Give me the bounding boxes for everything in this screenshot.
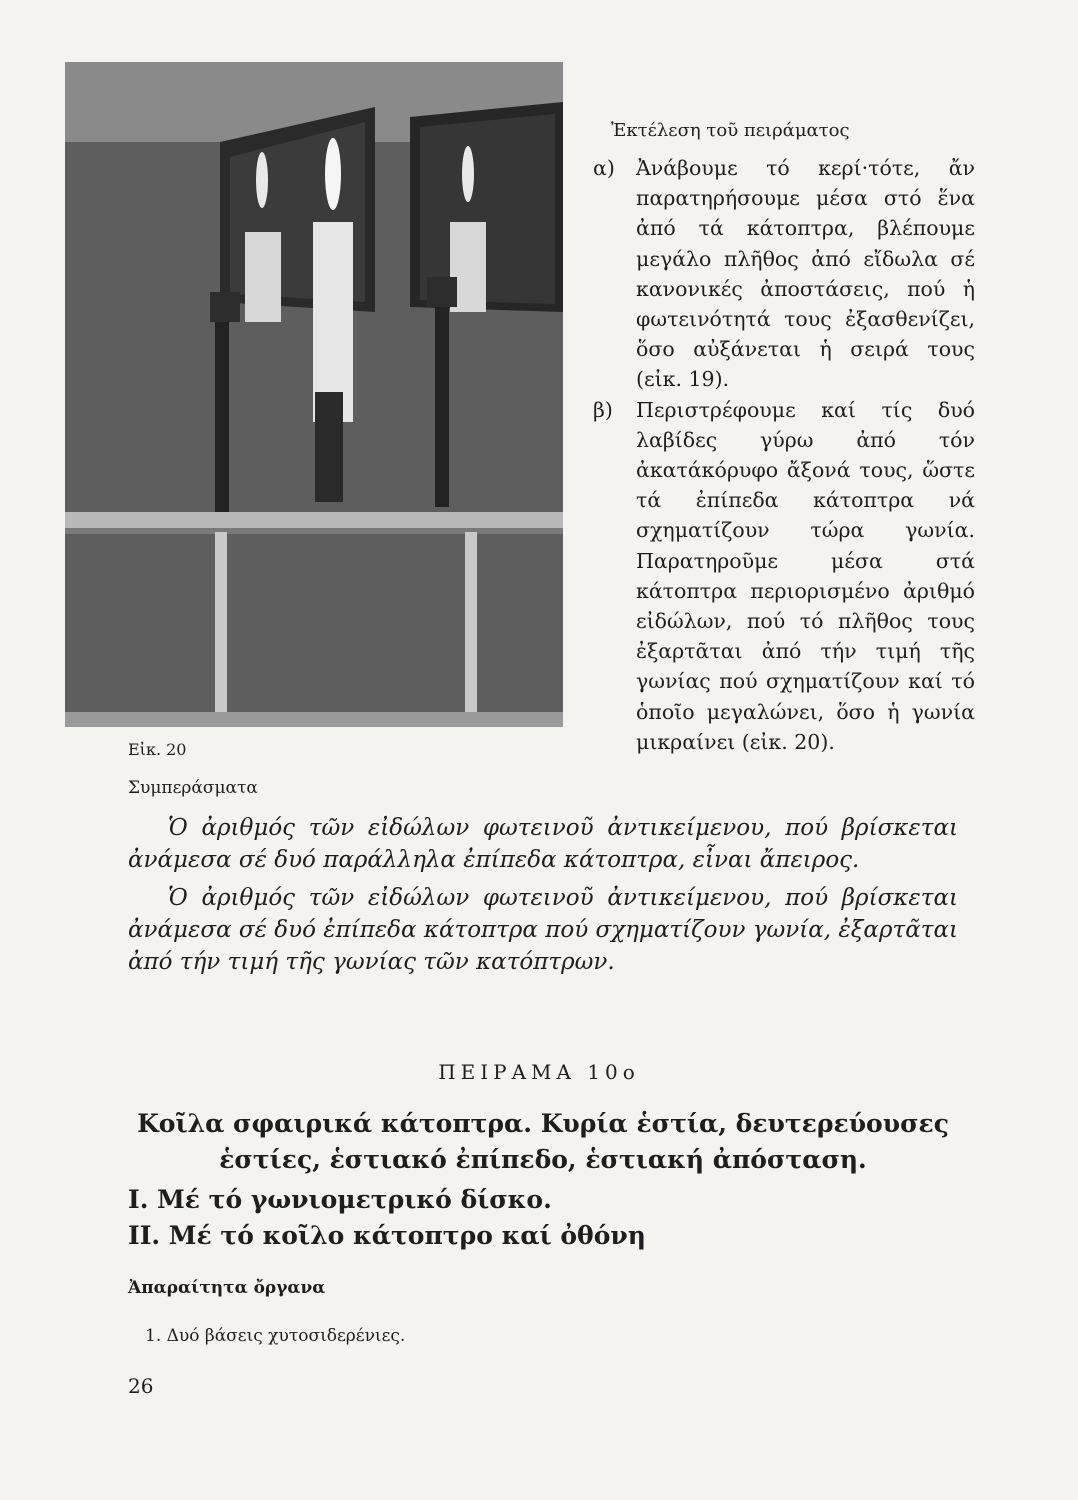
procedure-heading: Ἐκτέλεση τοῦ πειράματος: [611, 120, 850, 141]
procedure-section: [593, 120, 975, 757]
item-text: Περιστρέφουμε καί τίς δυό λαβίδες γύρω ἀπό τόν ἀκατάκόρυφο ἄξονά τους, ὥστε τά ἐπίπεδα κάτοπτρα νά σχηματίζουν τώρα γωνία. Παρατηροῦμε μέσα στά κάτοπτρα περιορισμένο ἀριθμό εἰδώλων, πού τό πλῆθος τους ἐξαρτᾶται ἀπό τήν τιμή τῆς γωνίας πού σχηματίζουν καί τό ὁποῖο μεγαλώνει, ὅσο ἡ γωνία μικραίνει (εἰκ. 20).: [636, 397, 975, 754]
conclusions-heading: Συμπεράσματα: [128, 778, 258, 798]
figure-photo: [65, 62, 563, 727]
mirrors-candle-photo: [65, 62, 563, 727]
experiment-subtitle: Κοῖλα σφαιρικά κάτοπτρα. Κυρία ἑστία, δευτερεύουσες ἑστίες, ἑστιακό ἐπίπεδο, ἑστιακή ἀπόσταση.: [137, 1109, 949, 1174]
conclusion-paragraph: Ὁ ἀριθμός τῶν εἰδώλων φωτεινοῦ ἀντικείμενου, πού βρίσκεται ἀνάμεσα σέ δυό παράλληλα ἐπίπεδα κάτοπτρα, εἶναι ἄπειρος.: [128, 815, 958, 873]
experiment-steps: [128, 1182, 646, 1254]
step-item: I. Μέ τό γωνιομετρικό δίσκο.: [128, 1185, 552, 1214]
tools-heading: Ἀπαραίτητα ὄργανα: [128, 1278, 326, 1298]
tools-item: 1. Δυό βάσεις χυτοσιδερένιες.: [145, 1326, 406, 1346]
step-item: II. Μέ τό κοῖλο κάτοπτρο καί ὀθόνη: [128, 1221, 646, 1250]
procedure-item-a: [593, 153, 975, 395]
conclusion-paragraph: Ὁ ἀριθμός τῶν εἰδώλων φωτεινοῦ ἀντικείμενου, πού βρίσκεται ἀνάμεσα σέ δυό ἐπίπεδα κάτοπτρα πού σχηματίζουν γωνία, ἐξαρτᾶται ἀπό τήν τιμή τῆς γωνίας τῶν κατόπτρων.: [128, 885, 958, 975]
item-mark: β): [593, 397, 613, 422]
item-mark: α): [593, 156, 615, 180]
procedure-item-b: [593, 395, 975, 757]
conclusions-body: [128, 812, 958, 984]
figure-caption: Εἰκ. 20: [128, 740, 187, 759]
item-text: Ἀνάβουμε τό κερί·τότε, ἄν παρατηρήσουμε μέσα στό ἕνα ἀπό τά κάτοπτρα, βλέπουμε μεγάλο πλῆθος ἀπό εἴδωλα σέ κανονικές ἀποστάσεις, πού ἡ φωτεινότητά τους ἐξασθενίζει, ὅσο αὐξάνεται ἡ σειρά τους (εἰκ. 19).: [636, 156, 975, 392]
page-number: 26: [128, 1374, 154, 1398]
experiment-title: ΠΕΙΡΑΜΑ 10ο: [438, 1060, 640, 1084]
